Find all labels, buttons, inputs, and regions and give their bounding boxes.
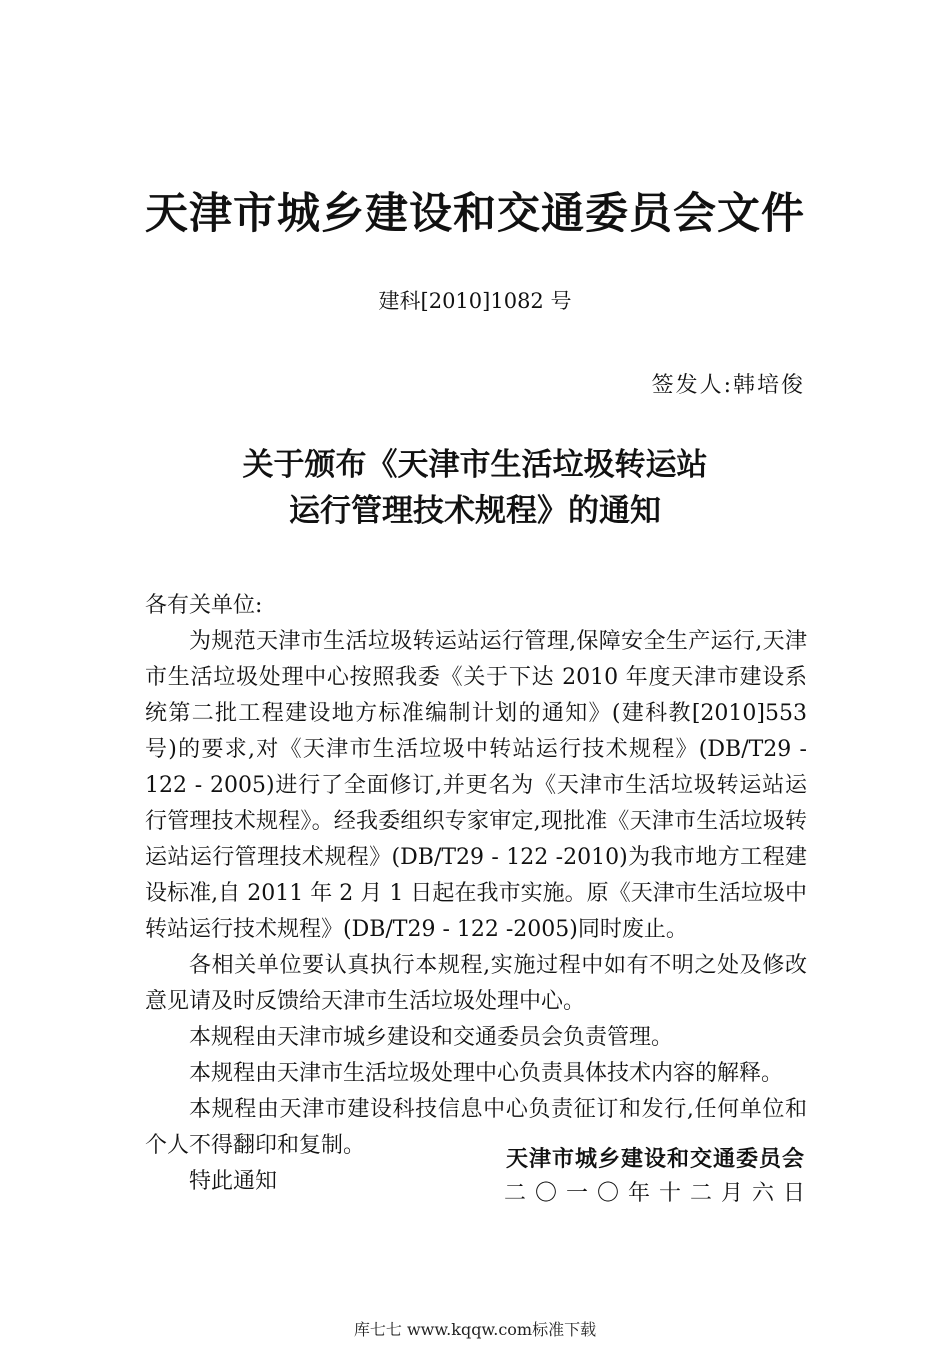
notice-body [145, 588, 807, 1200]
closing-line: 特此通知 [189, 1169, 278, 1194]
body-paragraph-1: 为规范天津市生活垃圾转运站运行管理,保障安全生产运行,天津市生活垃圾处理中心按照我委《关于下达 2010 年度天津市建设系统第二批工程建设地方标准编制计划的通知》(建科教[2010]553 号)的要求,对《天津市生活垃圾中转站运行技术规程》(DB/T29 - 122 - 2005)进行了全面修订,并更名为《天津市生活垃圾转运站运行管理技术规程》。经我委组织专家审定,现批准《天津市生活垃圾转运站运行管理技术规程》(DB/T29 - 122 -2010)为我市地方工程建设标准,自 2011 年 2 月 1 日起在我市实施。原《天津市生活垃圾中转站运行技术规程》(DB/T29 - 122 -2005)同时废止。 [145, 629, 807, 942]
body-paragraph-3: 本规程由天津市城乡建设和交通委员会负责管理。 [189, 1025, 674, 1050]
body-paragraph-2: 各相关单位要认真执行本规程,实施过程中如有不明之处及修改意见请及时反馈给天津市生活垃圾处理中心。 [145, 953, 807, 1014]
body-paragraph-4: 本规程由天津市生活垃圾处理中心负责具体技术内容的解释。 [189, 1061, 784, 1086]
body-paragraph-5: 本规程由天津市建设科技信息中心负责征订和发行,任何单位和个人不得翻印和复制。 [145, 1097, 807, 1158]
notice-title-line-1: 关于颁布《天津市生活垃圾转运站 [242, 447, 708, 483]
footer-watermark: 库七七 www.kqqw.com标准下载 [353, 1320, 597, 1339]
signature-date: 二〇一〇年十二月六日 [503, 1181, 814, 1206]
document-header-title: 天津市城乡建设和交通委员会文件 [145, 189, 805, 239]
notice-title-line-2: 运行管理技术规程》的通知 [289, 493, 661, 529]
notice-title [0, 442, 950, 534]
signer: 签发人:韩培俊 [651, 373, 805, 398]
signature-block [503, 1143, 814, 1211]
signature-organization: 天津市城乡建设和交通委员会 [505, 1147, 805, 1172]
document-number: 建科[2010]1082 号 [378, 289, 572, 313]
salutation: 各有关单位: [145, 593, 263, 618]
